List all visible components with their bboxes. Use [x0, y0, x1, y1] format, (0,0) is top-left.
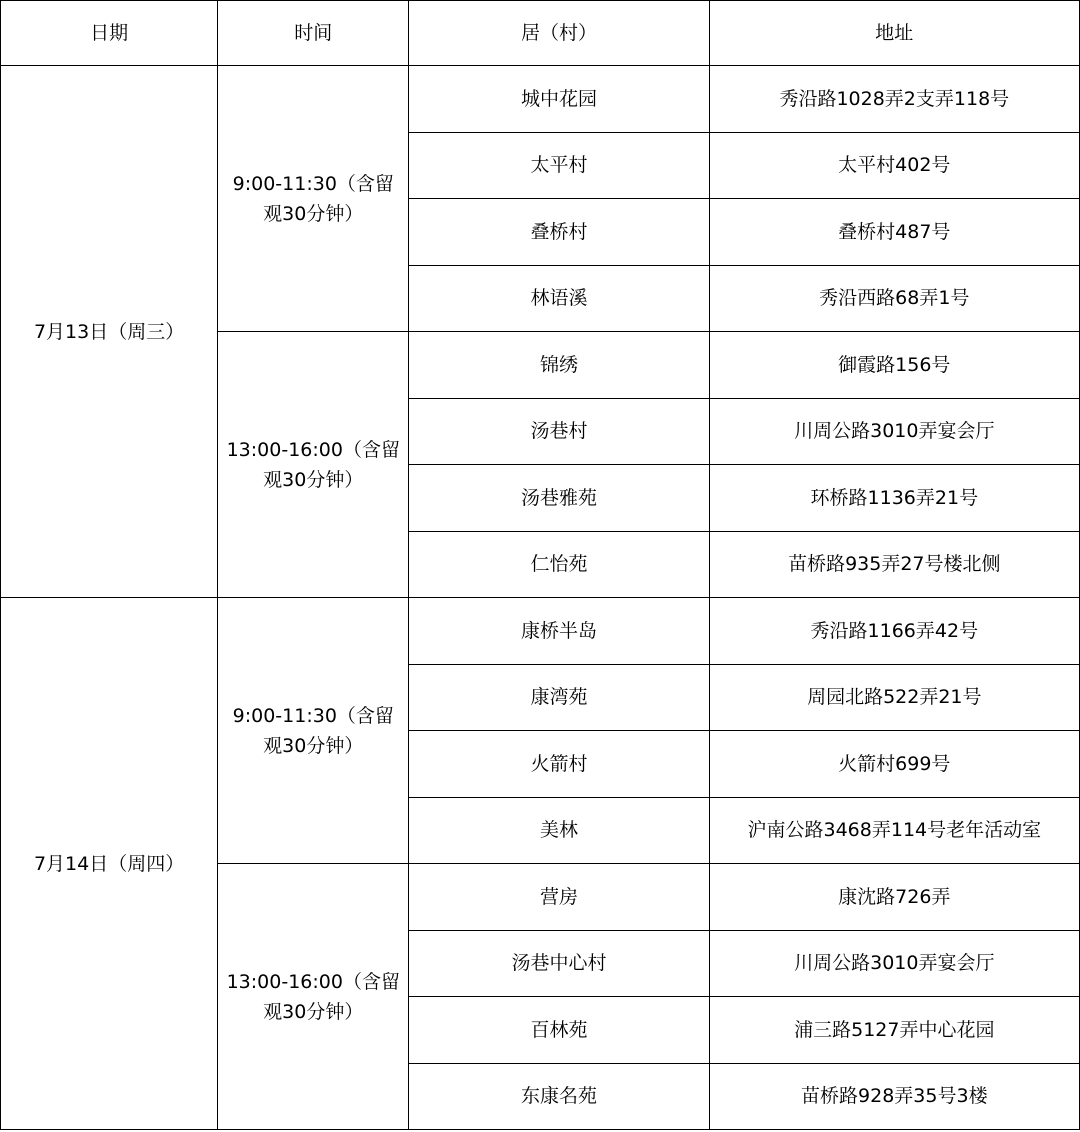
location-cell: 汤巷村 — [409, 398, 709, 465]
location-cell: 汤巷雅苑 — [409, 465, 709, 532]
address-cell: 川周公路3010弄宴会厅 — [709, 930, 1079, 997]
address-cell: 太平村402号 — [709, 132, 1079, 199]
time-line-1: 9:00-11:30（含留 — [232, 704, 394, 727]
date-cell: 7月14日（周四） — [1, 598, 218, 1130]
address-cell: 秀沿路1166弄42号 — [709, 598, 1079, 665]
address-cell: 苗桥路928弄35号3楼 — [709, 1063, 1079, 1130]
location-cell: 太平村 — [409, 132, 709, 199]
location-cell: 叠桥村 — [409, 199, 709, 266]
time-cell — [218, 864, 409, 1130]
location-cell: 林语溪 — [409, 265, 709, 332]
address-cell: 康沈路726弄 — [709, 864, 1079, 931]
address-cell: 周园北路522弄21号 — [709, 664, 1079, 731]
location-cell: 汤巷中心村 — [409, 930, 709, 997]
address-cell: 浦三路5127弄中心花园 — [709, 997, 1079, 1064]
time-cell — [218, 598, 409, 864]
header-date: 日期 — [1, 1, 218, 66]
address-cell: 火箭村699号 — [709, 731, 1079, 798]
time-line-2: 观30分钟） — [263, 734, 364, 757]
header-time: 时间 — [218, 1, 409, 66]
address-cell: 环桥路1136弄21号 — [709, 465, 1079, 532]
address-cell: 沪南公路3468弄114号老年活动室 — [709, 797, 1079, 864]
address-cell: 叠桥村487号 — [709, 199, 1079, 266]
header-location: 居（村） — [409, 1, 709, 66]
location-cell: 康桥半岛 — [409, 598, 709, 665]
location-cell: 仁怡苑 — [409, 531, 709, 598]
location-cell: 百林苑 — [409, 997, 709, 1064]
time-line-2: 观30分钟） — [263, 202, 364, 225]
table-row — [1, 598, 1080, 665]
location-cell: 美林 — [409, 797, 709, 864]
address-cell: 川周公路3010弄宴会厅 — [709, 398, 1079, 465]
location-cell: 火箭村 — [409, 731, 709, 798]
header-address: 地址 — [709, 1, 1079, 66]
location-cell: 营房 — [409, 864, 709, 931]
address-cell: 苗桥路935弄27号楼北侧 — [709, 531, 1079, 598]
address-cell: 御霞路156号 — [709, 332, 1079, 399]
time-cell — [218, 332, 409, 598]
time-line-2: 观30分钟） — [263, 468, 364, 491]
location-cell: 锦绣 — [409, 332, 709, 399]
location-cell: 城中花园 — [409, 66, 709, 133]
date-cell: 7月13日（周三） — [1, 66, 218, 598]
time-cell — [218, 66, 409, 332]
location-cell: 东康名苑 — [409, 1063, 709, 1130]
time-line-1: 9:00-11:30（含留 — [232, 172, 394, 195]
location-cell: 康湾苑 — [409, 664, 709, 731]
time-line-1: 13:00-16:00（含留 — [226, 438, 400, 461]
header-row — [1, 1, 1080, 66]
address-cell: 秀沿西路68弄1号 — [709, 265, 1079, 332]
time-line-1: 13:00-16:00（含留 — [226, 970, 400, 993]
address-cell: 秀沿路1028弄2支弄118号 — [709, 66, 1079, 133]
time-line-2: 观30分钟） — [263, 1000, 364, 1023]
table-row — [1, 66, 1080, 133]
